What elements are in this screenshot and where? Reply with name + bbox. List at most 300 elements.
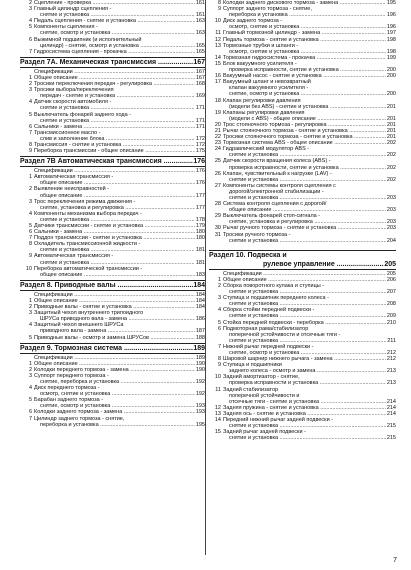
entry-title: Ступица и подшипник переднего колеса - <box>223 295 329 302</box>
entry-number: 20 <box>214 121 221 128</box>
entry-number: 2 <box>28 304 32 311</box>
entry-title: слив и заполнение блока ..... <box>34 136 195 142</box>
entry-title: Задняя пружина - снятие и установка ..... <box>223 405 386 411</box>
entry-number: 28 <box>214 201 221 208</box>
entry-title: Тросики переключения передач - регулировка ..... <box>34 81 195 87</box>
entry-title: Трос стояночного тормоза - регулировка ..... <box>223 122 386 128</box>
entry-title: снятие и установка ..... <box>223 338 386 344</box>
entry-number: 17 <box>214 79 221 86</box>
entry-number: 4 <box>28 210 32 217</box>
entry-page: 212 <box>386 349 396 356</box>
entry-title: снятие и установка ..... <box>34 217 195 223</box>
entry-page: 190 <box>195 366 205 373</box>
entry-page: 204 <box>386 237 396 244</box>
entry-number: 5 <box>217 319 221 326</box>
entry-page: 198 <box>386 36 396 43</box>
entry-page: 193 <box>195 409 205 416</box>
entry-page: 171 <box>195 123 205 130</box>
entry-title: Спецификации ..... <box>34 292 195 298</box>
entry-title: снятие, осмотр и установка ..... <box>223 350 386 356</box>
entry-page: 202 <box>386 164 396 171</box>
entry-title: Выключатель фонарей заднего хода - <box>34 111 132 118</box>
entry-page: 165 <box>195 48 205 55</box>
entry-title: (модели с ABS) - общее описание ..... <box>223 116 386 122</box>
entry-title: снятие и установка ..... <box>223 152 386 158</box>
entry-number: 3 <box>28 372 32 379</box>
entry-title: снятие и установка ..... <box>223 435 386 441</box>
entry-title: Шаровой шарнир нижнего рычага - замена ..... <box>223 356 386 362</box>
entry-number: 5 <box>28 334 32 341</box>
entry-page: 183 <box>195 271 205 278</box>
entry-title: снятие и установка ..... <box>223 195 386 201</box>
entry-number: 13 <box>214 42 221 49</box>
entry-title: заднего колеса - осмотр и замена ..... <box>223 368 386 374</box>
entry-title: снятие и установка ..... <box>223 301 386 307</box>
entry-title: Общее описание ..... <box>223 277 386 283</box>
entry-number: 1 <box>217 276 221 283</box>
entry-number: 8 <box>28 241 32 248</box>
entry-title: Тормозные трубки и шланги - <box>223 42 299 49</box>
entry-number: 6 <box>28 409 32 416</box>
entry-title: Сальники - замена ..... <box>34 229 195 235</box>
entry-number: 26 <box>214 170 221 177</box>
entry-number: 15 <box>214 60 221 67</box>
entry-title: приводного вала - замена ..... <box>34 328 195 334</box>
entry-title: Нижний рычаг передней подвески - <box>223 343 314 350</box>
entry-title: Диск заднего тормоза - <box>223 18 283 25</box>
entry-title: передач - снятие и установка ..... <box>34 93 195 99</box>
column-divider <box>205 0 206 555</box>
entry-page: 196 <box>386 24 396 31</box>
entry-page: 214 <box>386 410 396 417</box>
entry-title: отсечные тяги - снятие и установка ..... <box>223 399 386 405</box>
entry-number: 7 <box>28 415 32 422</box>
entry-page: 172 <box>195 141 205 148</box>
entry-title: переборка и установка ..... <box>34 422 195 428</box>
entry-title: Трос переключения режима движения - <box>34 198 136 205</box>
section-title: Раздел 8. Приводные валы ..... <box>20 281 193 290</box>
entry-title: Общее описание ..... <box>34 361 195 367</box>
entry-number: 21 <box>214 127 221 134</box>
entry-title: поперечной устойчивости и отсечные тяги - <box>229 331 341 338</box>
entry-number: 7 <box>217 343 221 350</box>
entry-number: 16 <box>214 73 221 80</box>
entry-page: 200 <box>386 73 396 80</box>
entry-title: снятие и установка ..... <box>34 105 195 111</box>
entry-title: проверка исправности и установка ..... <box>223 380 386 386</box>
entry-number: 6 <box>28 229 32 236</box>
entry-number: 29 <box>214 213 221 220</box>
entry-number: 8 <box>28 141 32 148</box>
entry-number: 9 <box>217 362 221 369</box>
entry-page: 172 <box>195 135 205 142</box>
entry-number: 1 <box>28 360 32 367</box>
entry-page: 187 <box>195 328 205 335</box>
entry-title: Компоненты механизма выбора передач - <box>34 210 142 217</box>
entry-title: Компоненты сцепления - <box>34 24 98 31</box>
toc-entry <box>20 422 205 428</box>
entry-title: ШРУСа приводного вала - замена ..... <box>34 316 195 322</box>
entry-title: Датчик скорости вращения колеса (ABS) - <box>223 158 331 165</box>
entry-title: Датчики трансмиссии - снятие и установка ..... <box>34 223 195 229</box>
entry-title: поперечной устойчивости и <box>229 392 300 399</box>
entry-title: Датчик скорости автомобиля - <box>34 99 112 106</box>
entry-page: 214 <box>386 398 396 405</box>
entry-title: Защитный чехол внутреннего трипоидного <box>34 310 144 317</box>
entry-title: Тормозная гидросистема - прокачка ..... <box>223 55 386 61</box>
entry-title: снятие и установка ..... <box>223 313 386 319</box>
entry-title: Переборка трансмиссии - общее описание ..... <box>34 148 195 154</box>
entry-title: Барабан заднего тормоза - <box>34 397 104 404</box>
entry-number: 10 <box>214 18 221 25</box>
entry-title: Спецификации ..... <box>34 168 195 174</box>
entry-number: 9 <box>217 6 221 13</box>
entry-page: 213 <box>386 368 396 375</box>
entry-title: Сальники - замена ..... <box>34 124 195 130</box>
entry-number: 22 <box>214 134 221 141</box>
entry-title: Система контроля сцепления с дорогой/ <box>223 201 327 208</box>
entry-number: 6 <box>28 36 32 43</box>
entry-page: 201 <box>386 127 396 134</box>
entry-page: 181 <box>195 247 205 254</box>
toc-entry <box>209 238 396 244</box>
page-number: 7 <box>393 557 397 564</box>
entry-number: 2 <box>28 0 32 6</box>
entry-title: осмотр, снятие и установка ..... <box>223 49 386 55</box>
entry-number: 14 <box>214 54 221 61</box>
entry-number: 14 <box>214 417 221 423</box>
entry-title: Подмоторная рама/стабилизатор <box>223 325 309 332</box>
entry-number: 12 <box>214 36 221 43</box>
contents-right-column <box>209 0 396 441</box>
entry-title: цилиндр) - снятие, осмотр и установка ..... <box>34 43 195 49</box>
entry-number: 2 <box>217 282 221 289</box>
entry-title: Выключатель фонарей стоп-сигнала - <box>223 213 321 220</box>
entry-title: Поддон трансмиссии - снятие и установка ..... <box>34 235 195 241</box>
entry-page: 195 <box>386 0 396 6</box>
entry-title: Тросики ручного тормоза - <box>223 231 291 238</box>
entry-page: 193 <box>195 403 205 410</box>
entry-title: Защитный чехол внешнего ШРУСа <box>34 322 124 329</box>
entry-number: 5 <box>28 24 32 31</box>
entry-title: Задний рычаг задней подвески - <box>223 429 306 436</box>
entry-page: 211 <box>387 337 396 344</box>
entry-number: 10 <box>214 374 221 381</box>
entry-number: 30 <box>214 225 221 232</box>
entry-page: 163 <box>195 18 205 25</box>
entry-page: 186 <box>195 316 205 323</box>
entry-title: Автоматическая трансмиссия - <box>34 253 114 260</box>
entry-title: Спецификации ..... <box>223 271 386 277</box>
entry-number: 8 <box>217 0 221 6</box>
entry-number: 27 <box>214 182 221 189</box>
entry-title: Клапан регулировки давления <box>223 97 301 104</box>
entry-title: Задний амортизатор - снятие, <box>223 374 300 381</box>
entry-page: 213 <box>386 380 396 387</box>
section-heading <box>20 343 205 354</box>
entry-title: Главный цилиндр сцепления - <box>34 6 112 13</box>
entry-title: Педаль тормоза - снятие и установка ..... <box>223 37 386 43</box>
entry-page: 210 <box>386 319 396 326</box>
entry-page: 197 <box>386 30 396 37</box>
entry-page: 180 <box>195 229 205 236</box>
entry-title: Блок вакуумного усилителя - <box>223 60 297 67</box>
entry-title: снятие и установка ..... <box>223 238 386 244</box>
entry-number: 31 <box>214 231 221 238</box>
entry-number: 5 <box>28 397 32 404</box>
entry-title: Приводные валы - осмотр и замена ШРУСов ..... <box>34 335 195 341</box>
entry-title: Суппорт заднего тормоза - снятие, <box>223 6 312 13</box>
entry-page: 190 <box>195 360 205 367</box>
entry-number: 2 <box>28 366 32 373</box>
entry-number: 19 <box>214 109 221 116</box>
entry-title: Тросики выбора/переключения <box>34 87 114 94</box>
entry-title: снятие, установка и регулировка ..... <box>223 219 386 225</box>
entry-number: 7 <box>28 235 32 242</box>
entry-title: Колодки переднего тормоза - замена ..... <box>34 367 195 373</box>
entry-page: 202 <box>386 152 396 159</box>
entry-page: 209 <box>386 313 396 320</box>
entry-title: Трансмиссия - снятие и установка ..... <box>34 142 195 148</box>
entry-title: снятие и установка ..... <box>34 118 195 124</box>
entry-page: 165 <box>195 42 205 49</box>
entry-title: Переборка автоматической трансмиссии - <box>34 265 143 272</box>
entry-title: Гидросистема сцепления - прокачка ..... <box>34 49 195 55</box>
entry-page: 205 <box>386 270 396 277</box>
entry-number: 3 <box>28 6 32 13</box>
entry-title: Компоненты системы контроля сцепления с <box>223 182 336 189</box>
entry-page: 207 <box>386 289 396 296</box>
entry-title: Ступица и подшипники <box>223 362 282 369</box>
entry-number: 13 <box>214 410 221 417</box>
entry-number: 23 <box>214 140 221 147</box>
entry-number: 15 <box>214 429 221 436</box>
entry-title: Гидравлический модулятор ABS - <box>223 146 310 153</box>
entry-title: снятие и установка ..... <box>34 12 195 18</box>
entry-title: Спецификации ..... <box>34 355 195 361</box>
entry-number: 1 <box>28 174 32 181</box>
entry-page: 201 <box>386 121 396 128</box>
entry-number: 1 <box>28 74 32 81</box>
entry-page: 184 <box>195 297 205 304</box>
entry-number: 3 <box>28 198 32 205</box>
entry-page: 214 <box>386 404 396 411</box>
entry-title: Автоматическая трансмиссия - <box>34 174 114 181</box>
entry-title: снятие, осмотр и установка ..... <box>34 403 195 409</box>
entry-title: Суппорт переднего тормоза - <box>34 372 109 379</box>
entry-page: 208 <box>386 301 396 308</box>
entry-number: 18 <box>214 97 221 104</box>
entry-page: 201 <box>386 115 396 122</box>
entry-title: Передний нижний рычаг задней подвески - <box>223 417 334 423</box>
toc-entry <box>20 272 205 278</box>
entry-page: 184 <box>195 291 205 298</box>
entry-page: 198 <box>386 48 396 55</box>
entry-page: 206 <box>386 276 396 283</box>
entry-page: 192 <box>195 391 205 398</box>
entry-title: осмотр, снятие и установка ..... <box>223 24 386 30</box>
entry-title: общее описание ..... <box>34 272 195 278</box>
entry-title: Тросики стояночного тормоза - снятие и установка ..... <box>223 134 386 140</box>
spacer <box>209 244 396 248</box>
section-heading <box>20 280 205 291</box>
entry-number: 4 <box>217 307 221 314</box>
entry-title: снятие и установка ..... <box>223 423 386 429</box>
entry-page: 203 <box>386 207 396 214</box>
entry-title: Вакуумный шланг и невозвратный <box>223 79 311 86</box>
entry-page: 176 <box>195 180 205 187</box>
entry-page: 201 <box>386 134 396 141</box>
entry-number: 5 <box>28 111 32 118</box>
entry-page: 203 <box>386 195 396 201</box>
entry-title: Сборка поворотного кулака и ступицы - <box>223 282 325 289</box>
section-heading <box>20 156 205 167</box>
entry-page: 200 <box>386 91 396 98</box>
entry-page: 215 <box>386 435 396 442</box>
entry-number: 4 <box>28 18 32 25</box>
entry-page: 169 <box>195 93 205 100</box>
entry-page: 171 <box>195 105 205 112</box>
entry-number: 7 <box>28 129 32 136</box>
entry-page: 202 <box>386 140 396 147</box>
entry-title: Сцепление - проверка ..... <box>34 0 195 6</box>
entry-title: Стойка передней подвески - переборка ..... <box>223 320 386 326</box>
contents-left-column <box>20 0 205 428</box>
entry-title: Общее описание ..... <box>34 75 195 81</box>
entry-title: снятие, осмотр и установка ..... <box>223 91 386 97</box>
entry-title: проверка исправности, снятие и установка ..... <box>223 67 386 73</box>
entry-number: 9 <box>28 253 32 260</box>
entry-page: 201 <box>386 103 396 110</box>
section-page: 167 <box>193 58 205 66</box>
entry-page: 171 <box>195 117 205 124</box>
entry-title: Выжимной подшипник (и исполнительный <box>34 36 142 43</box>
entry-title: общее описание ..... <box>34 180 195 186</box>
entry-title: Колодки заднего дискового тормоза - замена ..... <box>223 0 386 6</box>
entry-number: 9 <box>28 148 32 155</box>
entry-number: 7 <box>28 48 32 55</box>
section-title-line1: Раздел 10. Подвеска и <box>209 251 287 259</box>
entry-number: 3 <box>217 295 221 302</box>
entry-page: 188 <box>195 334 205 341</box>
entry-title: Цилиндр заднего тормоза - снятие, <box>34 415 125 422</box>
entry-title: общее описание ..... <box>34 193 195 199</box>
entry-title: Общее описание ..... <box>34 298 195 304</box>
entry-page: 181 <box>195 259 205 266</box>
entry-title: (модели без ABS) - снятие и установка ..... <box>223 104 386 110</box>
entry-page: 215 <box>386 423 396 430</box>
entry-page: 203 <box>386 219 396 226</box>
section-page: 189 <box>193 344 205 352</box>
entry-title: Рычаг ручного тормоза - снятие и установка ..... <box>223 225 386 231</box>
entry-page: 195 <box>195 421 205 428</box>
entry-number: 11 <box>215 30 221 37</box>
toc-entry <box>20 148 205 154</box>
entry-title: снятие, переборка и установка ..... <box>34 379 195 385</box>
entry-page: 200 <box>386 67 396 74</box>
entry-page: 176 <box>195 168 205 175</box>
section-page: 205 <box>384 260 396 268</box>
entry-title: Диск переднего тормоза - <box>34 385 100 392</box>
entry-page: 167 <box>195 68 205 75</box>
entry-page: 161 <box>195 0 205 6</box>
entry-number: 6 <box>28 123 32 130</box>
entry-title: Охладитель трансмиссионной жидкости - <box>34 241 141 248</box>
section-page: 184 <box>193 281 205 289</box>
entry-number: 25 <box>214 158 221 165</box>
toc-entry <box>20 49 205 55</box>
section-title: Раздел 9. Тормозная система ..... <box>20 344 193 353</box>
entry-title: Задний стабилизатор <box>223 386 279 393</box>
entry-number: 6 <box>217 325 221 332</box>
entry-page: 175 <box>195 148 205 155</box>
entry-title: Спецификации ..... <box>34 69 195 75</box>
entry-number: 3 <box>28 87 32 94</box>
entry-title: снятие и установка ..... <box>223 289 386 295</box>
entry-number: 2 <box>28 186 32 193</box>
entry-page: 196 <box>386 12 396 19</box>
entry-title: проверка исправности, снятие и установка ..... <box>223 165 386 171</box>
toc-entry <box>20 335 205 341</box>
entry-number: 3 <box>28 310 32 317</box>
entry-title: Главный тормозной цилиндр - замена ..... <box>223 30 386 36</box>
entry-number: 8 <box>217 356 221 363</box>
entry-number: 24 <box>214 146 221 153</box>
entry-page: 189 <box>195 354 205 361</box>
entry-title: Трансмиссионное масло - <box>34 129 101 136</box>
entry-title: снятие и установка ..... <box>34 260 195 266</box>
entry-page: 178 <box>195 216 205 223</box>
section-heading <box>20 57 205 68</box>
entry-title: Задняя ось - снятие и установка ..... <box>223 411 386 417</box>
entry-title: Вакуумный насос - снятие и установка ..... <box>223 73 386 79</box>
entry-number: 11 <box>215 386 221 393</box>
entry-title: Выявление неисправностей - <box>34 186 110 193</box>
entry-title: клапан вакуумного усилителя - <box>229 85 309 92</box>
entry-number: 4 <box>28 99 32 106</box>
entry-page: 177 <box>195 204 205 211</box>
entry-title: Тормозная система ABS - общее описание ..... <box>223 140 386 146</box>
entry-page: 180 <box>195 235 205 242</box>
entry-number: 2 <box>28 81 32 88</box>
entry-title: Колодки заднего тормоза - замена ..... <box>34 409 195 415</box>
entry-number: 1 <box>28 297 32 304</box>
entry-page: 212 <box>386 356 396 363</box>
entry-title: снятие, осмотр и установка ..... <box>34 30 195 36</box>
entry-page: 203 <box>386 225 396 232</box>
toc-entry <box>209 435 396 441</box>
entry-number: 4 <box>28 322 32 329</box>
entry-page: 177 <box>195 192 205 199</box>
entry-title: снятие и установка ..... <box>223 177 386 183</box>
entry-title: переборка и установка ..... <box>223 12 386 18</box>
entry-number: 10 <box>25 265 32 272</box>
entry-title: снятие, установка и регулировка ..... <box>34 205 195 211</box>
entry-title: Клапан, чувствительный к нагрузке (LAV) - <box>223 170 332 177</box>
entry-page: 168 <box>195 81 205 88</box>
entry-number: 5 <box>28 223 32 229</box>
entry-page: 192 <box>195 378 205 385</box>
entry-title: общее описание ..... <box>223 207 386 213</box>
entry-title: Педаль сцепления - снятие и установка ..... <box>34 18 195 24</box>
entry-page: 199 <box>386 54 396 61</box>
section-title: Раздел 7A. Механическая трансмиссия ..... <box>20 58 193 67</box>
section-heading <box>209 250 396 270</box>
entry-page: 163 <box>195 30 205 37</box>
entry-number: 4 <box>28 385 32 392</box>
entry-page: 161 <box>195 12 205 19</box>
entry-number: 12 <box>214 404 221 411</box>
